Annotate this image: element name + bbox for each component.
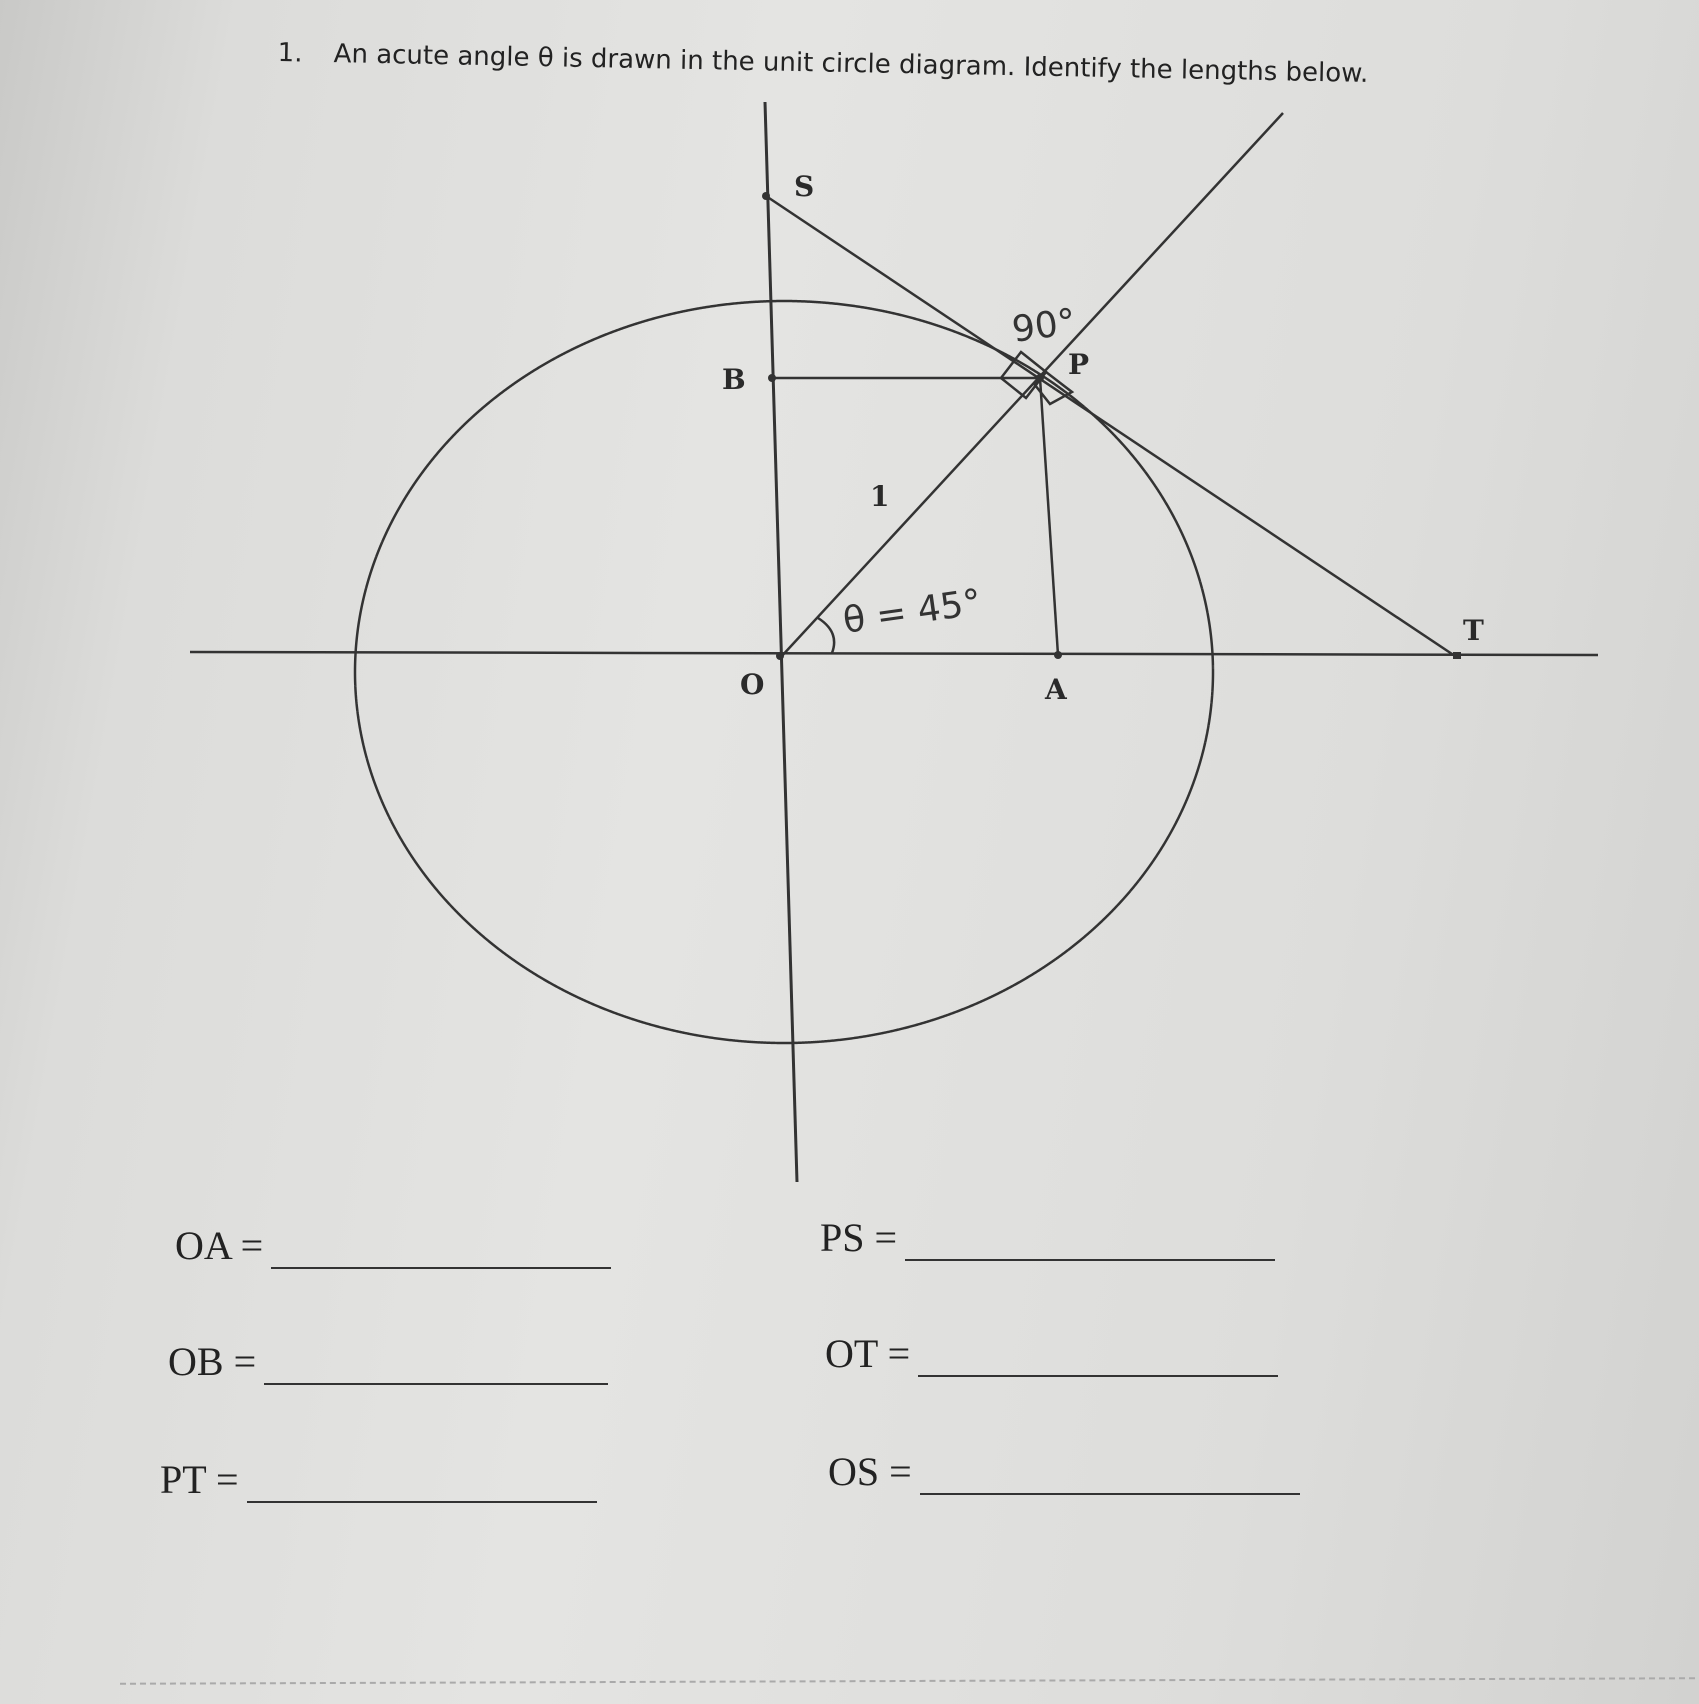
answer-oa-blank[interactable] <box>271 1239 611 1269</box>
answer-ps <box>820 1214 1275 1261</box>
label-radius: 1 <box>870 480 890 513</box>
answer-pt <box>160 1456 597 1503</box>
unit-circle <box>355 301 1213 1043</box>
theta-arc <box>818 618 834 653</box>
point-o-dot <box>776 652 784 660</box>
label-a: A <box>1045 673 1067 706</box>
right-angle-annotation: 90° <box>1009 301 1079 351</box>
question-text: An acute angle θ is drawn in the unit circle diagram. Identify the lengths below. <box>333 39 1369 89</box>
answer-ot-label: OT = <box>825 1331 911 1376</box>
answer-ps-blank[interactable] <box>905 1231 1275 1261</box>
answer-os <box>828 1448 1300 1495</box>
answer-pt-label: PT = <box>160 1457 239 1502</box>
answer-os-label: OS = <box>828 1449 912 1494</box>
label-b: B <box>722 363 746 396</box>
point-b-dot <box>768 374 776 382</box>
segment-pa <box>1040 378 1058 655</box>
answer-pt-blank[interactable] <box>247 1473 597 1503</box>
label-p: P <box>1068 348 1090 381</box>
tangent-line-st <box>766 196 1458 658</box>
answer-ob <box>168 1338 608 1385</box>
answer-ob-label: OB = <box>168 1339 257 1384</box>
label-s: S <box>794 170 815 203</box>
label-o: O <box>740 668 765 701</box>
answer-ob-blank[interactable] <box>264 1355 608 1385</box>
point-t-dot <box>1453 652 1461 659</box>
vertical-axis <box>765 102 797 1182</box>
answer-oa-label: OA = <box>175 1223 264 1268</box>
answer-os-blank[interactable] <box>920 1465 1300 1495</box>
horizontal-axis <box>190 652 1598 655</box>
point-a-dot <box>1054 651 1062 659</box>
label-t: T <box>1463 614 1484 647</box>
angle-annotation: θ = 45° <box>840 581 984 642</box>
terminal-ray <box>780 113 1283 658</box>
point-p-dot <box>1036 374 1044 382</box>
answer-ps-label: PS = <box>820 1215 898 1260</box>
answer-ot <box>825 1330 1278 1377</box>
point-s-dot <box>762 192 770 200</box>
answer-oa <box>175 1222 611 1269</box>
answer-ot-blank[interactable] <box>918 1347 1278 1377</box>
question-number: 1. <box>277 38 303 69</box>
